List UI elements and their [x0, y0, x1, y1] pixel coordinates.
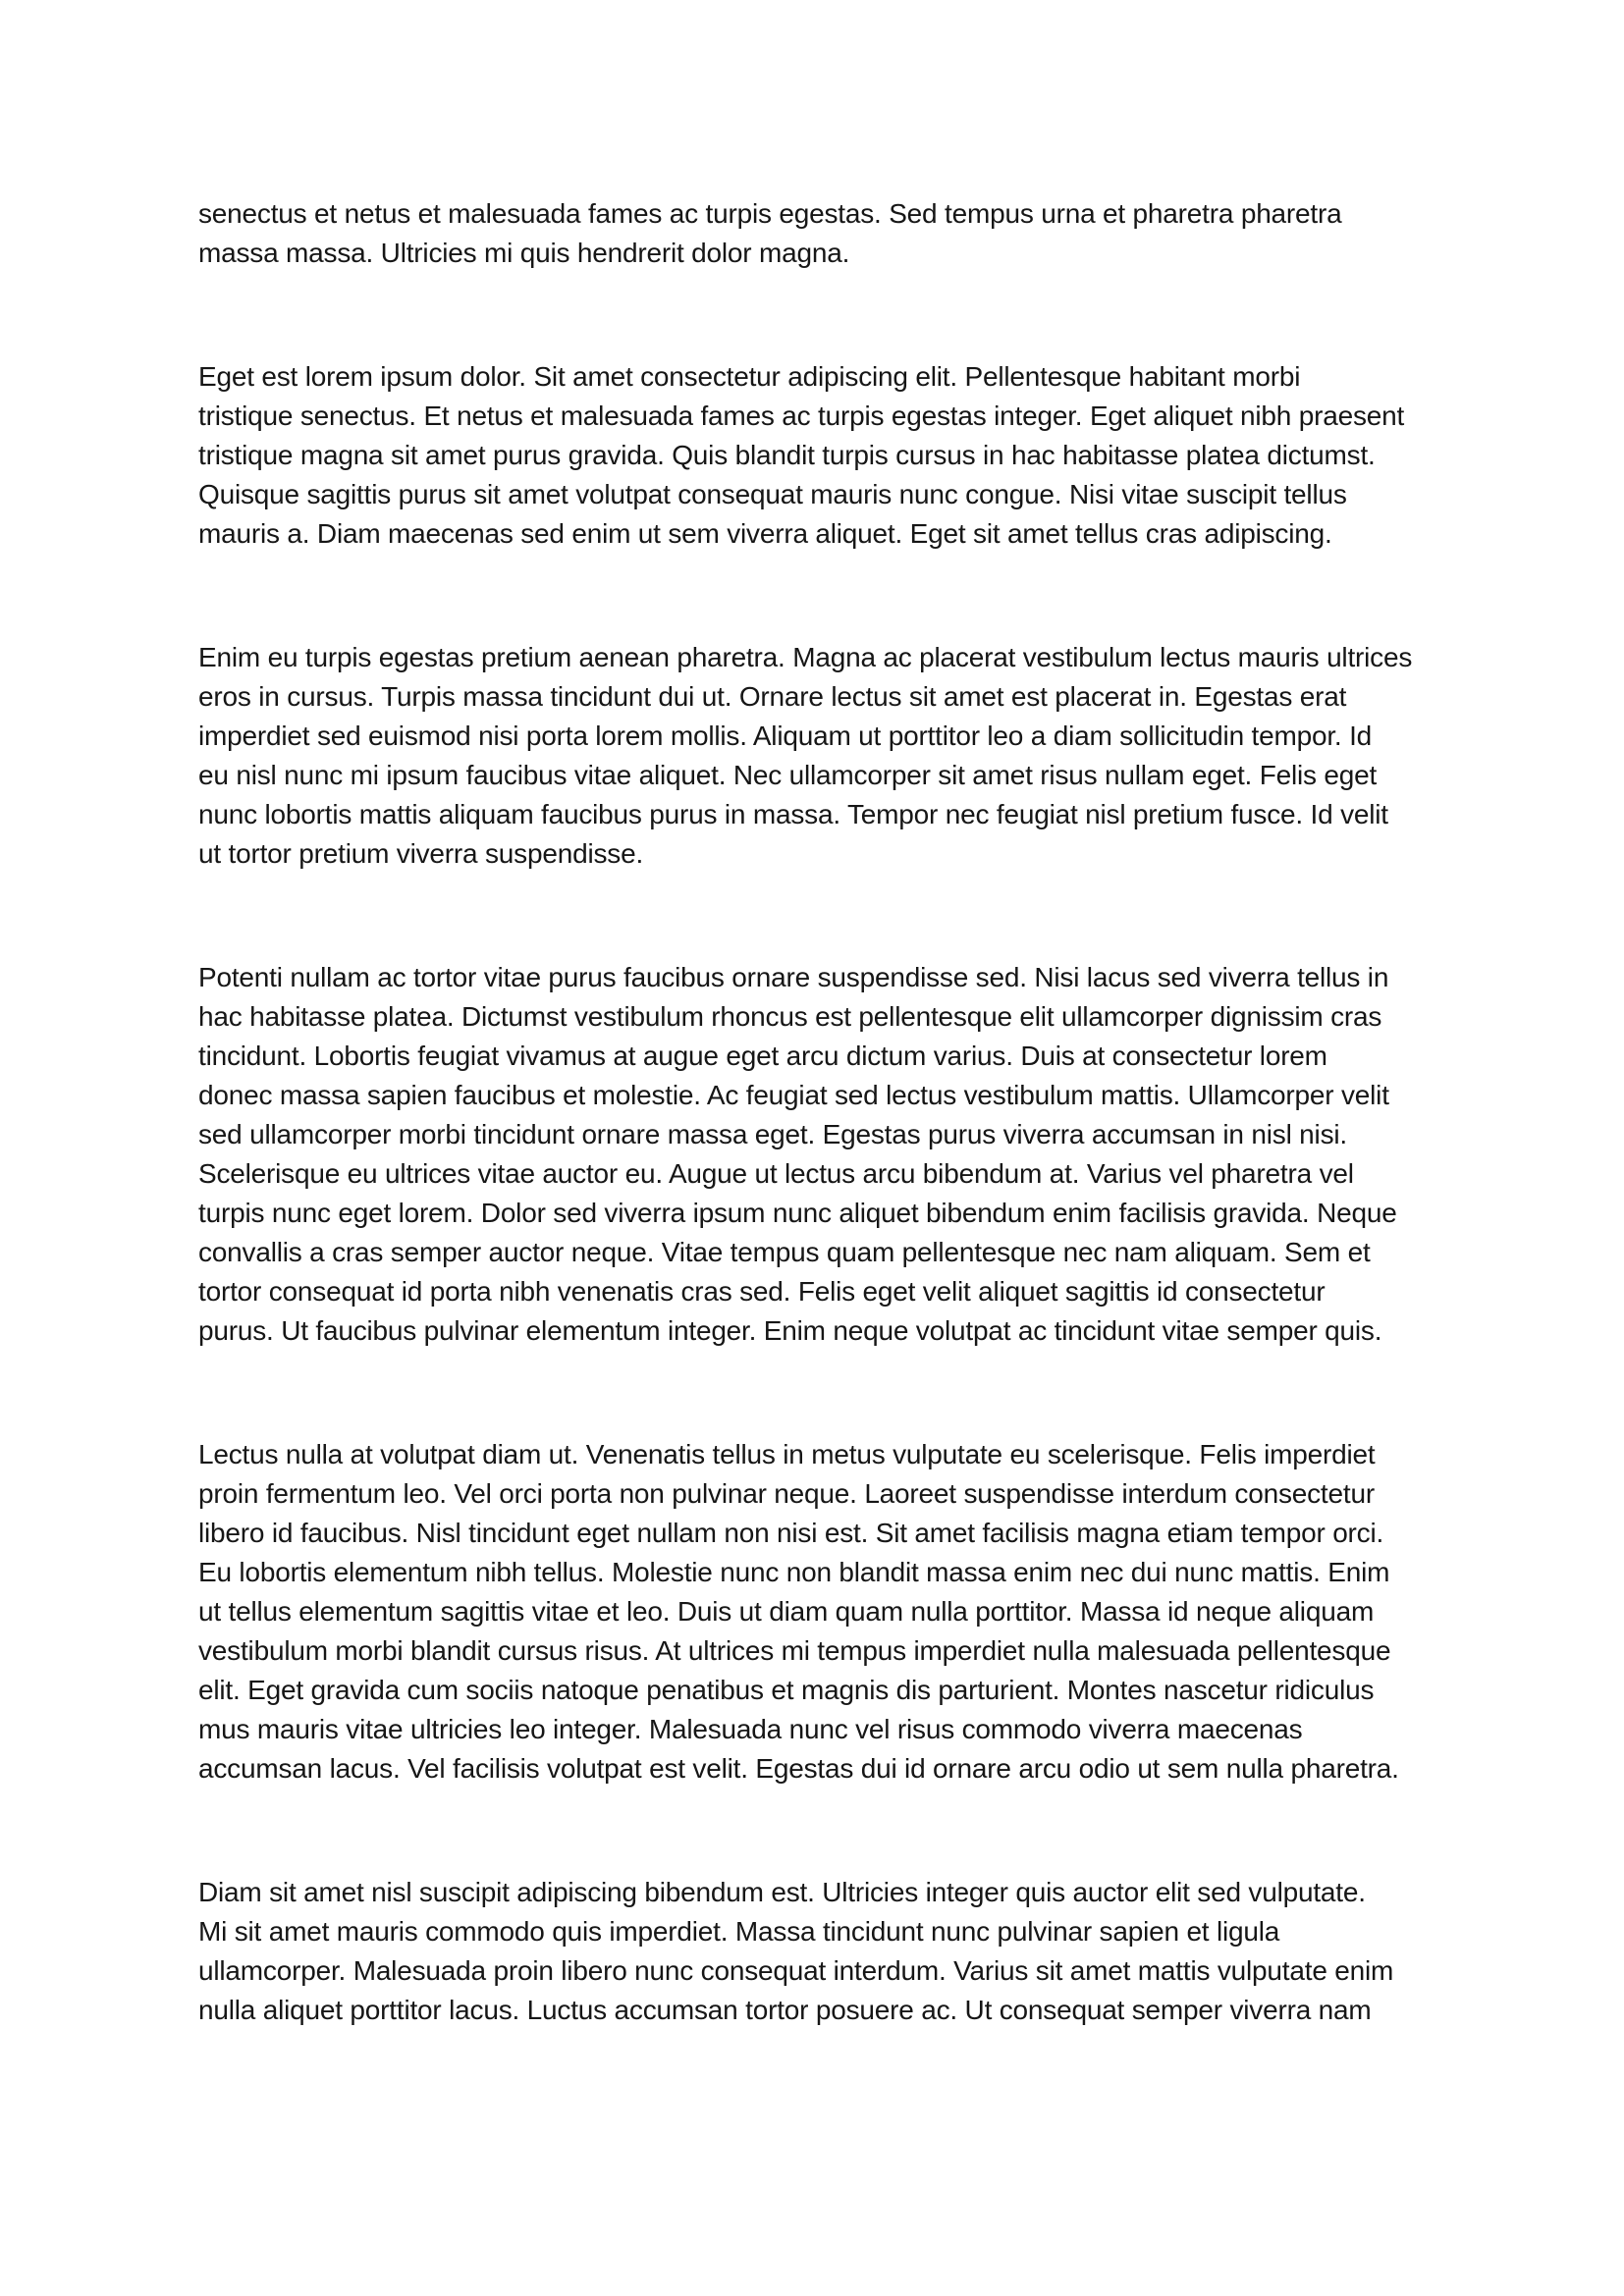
text-line: senectus et netus et malesuada fames ac turpis egestas. Sed tempus urna et pharetra pharetra: [198, 198, 1342, 229]
paragraph: [198, 638, 1467, 874]
text-line: purus. Ut faucibus pulvinar elementum integer. Enim neque volutpat ac tincidunt vitae semper quis.: [198, 1315, 1382, 1346]
text-line: turpis nunc eget lorem. Dolor sed viverra ipsum nunc aliquet bibendum enim facilisis gravida. Neque: [198, 1198, 1397, 1228]
text-line: Lectus nulla at volutpat diam ut. Venenatis tellus in metus vulputate eu scelerisque. Felis imperdiet: [198, 1439, 1376, 1469]
text-line: massa massa. Ultricies mi quis hendrerit dolor magna.: [198, 238, 850, 268]
text-line: elit. Eget gravida cum sociis natoque penatibus et magnis dis parturient. Montes nascetur ridiculus: [198, 1675, 1375, 1705]
text-line: Potenti nullam ac tortor vitae purus faucibus ornare suspendisse sed. Nisi lacus sed viverra tellus in: [198, 962, 1389, 992]
text-line: hac habitasse platea. Dictumst vestibulum rhoncus est pellentesque elit ullamcorper dignissim cras: [198, 1001, 1382, 1032]
text-line: Eu lobortis elementum nibh tellus. Molestie nunc non blandit massa enim nec dui nunc mattis. Enim: [198, 1557, 1390, 1587]
text-line: donec massa sapien faucibus et molestie. Ac feugiat sed lectus vestibulum mattis. Ullamcorper velit: [198, 1080, 1389, 1110]
paragraph: [198, 357, 1467, 554]
text-line: tincidunt. Lobortis feugiat vivamus at augue eget arcu dictum varius. Duis at consectetur lorem: [198, 1041, 1327, 1071]
text-line: Diam sit amet nisl suscipit adipiscing bibendum est. Ultricies integer quis auctor elit sed vulputate.: [198, 1877, 1366, 1907]
text-line: nulla aliquet porttitor lacus. Luctus accumsan tortor posuere ac. Ut consequat semper viverra nam: [198, 1995, 1372, 2025]
text-line: eu nisl nunc mi ipsum faucibus vitae aliquet. Nec ullamcorper sit amet risus nullam eget. Felis eget: [198, 760, 1378, 790]
text-line: nunc lobortis mattis aliquam faucibus purus in massa. Tempor nec feugiat nisl pretium fusce. Id velit: [198, 799, 1388, 829]
text-line: ullamcorper. Malesuada proin libero nunc consequat interdum. Varius sit amet mattis vulputate enim: [198, 1955, 1394, 1986]
text-line: Enim eu turpis egestas pretium aenean pharetra. Magna ac placerat vestibulum lectus mauris ultrices: [198, 642, 1413, 672]
text-line: sed ullamcorper morbi tincidunt ornare massa eget. Egestas purus viverra accumsan in nisl nisi.: [198, 1119, 1347, 1149]
text-line: tortor consequat id porta nibh venenatis cras sed. Felis eget velit aliquet sagittis id consectetur: [198, 1276, 1326, 1307]
text-line: proin fermentum leo. Vel orci porta non pulvinar neque. Laoreet suspendisse interdum consectetur: [198, 1478, 1375, 1509]
text-line: vestibulum morbi blandit cursus risus. At ultrices mi tempus imperdiet nulla malesuada pellentesque: [198, 1635, 1391, 1666]
text-line: Scelerisque eu ultrices vitae auctor eu. Augue ut lectus arcu bibendum at. Varius vel pharetra vel: [198, 1158, 1354, 1189]
paragraph: [198, 194, 1467, 273]
text-line: tristique senectus. Et netus et malesuada fames ac turpis egestas integer. Eget aliquet nibh praesent: [198, 400, 1405, 431]
paragraph: [198, 1435, 1467, 1789]
text-line: mus mauris vitae ultricies leo integer. Malesuada nunc vel risus commodo viverra maecenas: [198, 1714, 1303, 1744]
text-line: imperdiet sed euismod nisi porta lorem mollis. Aliquam ut porttitor leo a diam sollicitudin tempor. Id: [198, 721, 1373, 751]
text-line: tristique magna sit amet purus gravida. Quis blandit turpis cursus in hac habitasse platea dictumst.: [198, 440, 1376, 470]
text-line: mauris a. Diam maecenas sed enim ut sem viverra aliquet. Eget sit amet tellus cras adipiscing.: [198, 518, 1332, 549]
text-line: libero id faucibus. Nisl tincidunt eget nullam non nisi est. Sit amet facilisis magna etiam tempor orci.: [198, 1518, 1384, 1548]
text-line: Quisque sagittis purus sit amet volutpat consequat mauris nunc congue. Nisi vitae suscipit tellus: [198, 479, 1347, 509]
text-line: Eget est lorem ipsum dolor. Sit amet consectetur adipiscing elit. Pellentesque habitant morbi: [198, 361, 1301, 392]
text-line: eros in cursus. Turpis massa tincidunt dui ut. Ornare lectus sit amet est placerat in. Egestas erat: [198, 681, 1347, 712]
text-line: Mi sit amet mauris commodo quis imperdiet. Massa tincidunt nunc pulvinar sapien et ligula: [198, 1916, 1280, 1947]
paragraph: [198, 1873, 1467, 2030]
text-line: ut tortor pretium viverra suspendisse.: [198, 838, 644, 869]
text-line: accumsan lacus. Vel facilisis volutpat est velit. Egestas dui id ornare arcu odio ut sem nulla pharetra.: [198, 1753, 1399, 1784]
paragraph: [198, 958, 1467, 1351]
text-line: convallis a cras semper auctor neque. Vitae tempus quam pellentesque nec nam aliquam. Sem et: [198, 1237, 1371, 1267]
text-line: ut tellus elementum sagittis vitae et leo. Duis ut diam quam nulla porttitor. Massa id neque aliquam: [198, 1596, 1375, 1627]
